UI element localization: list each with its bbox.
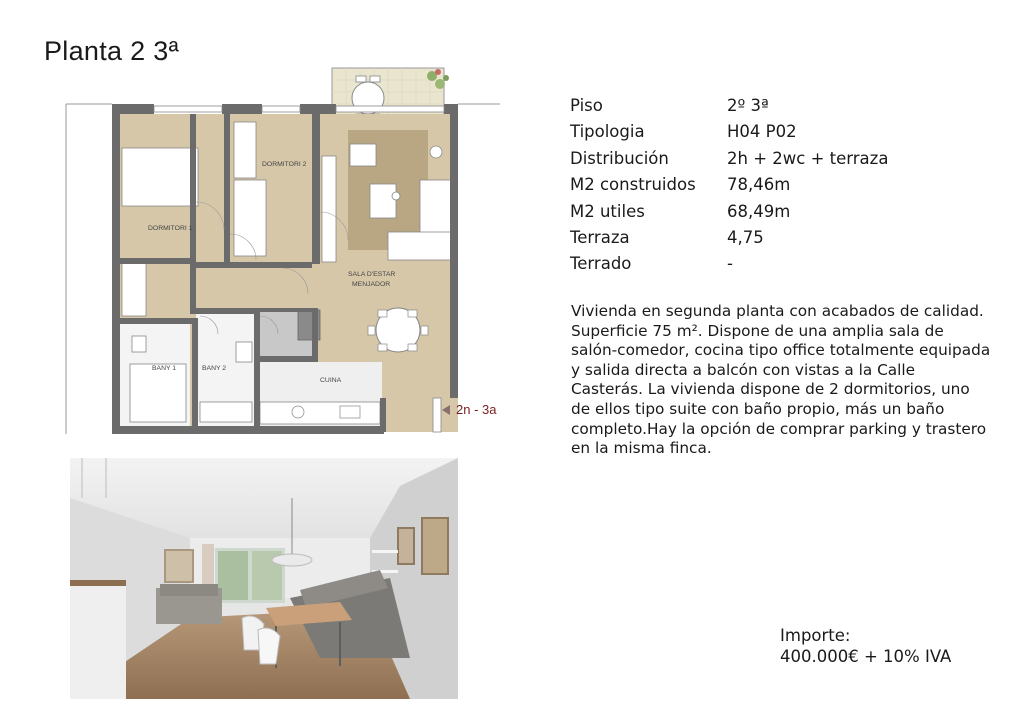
- unit-tag: [442, 402, 496, 417]
- spec-value: 68,49m: [727, 201, 791, 221]
- spec-value: 4,75: [727, 227, 764, 247]
- description-text: Vivienda en segunda planta con acabados de calidad. Superficie 75 m². Dispone de una amplia sala de salón-comedor, cocina tipo office totalmente equipada y salida directa a balcón con vistas a la Calle Casterás. La vivienda dispone de 2 dormitorios, uno de ellos tipo suite con baño propio, más un baño completo.Hay la opción de comprar parking y trastero en la misma finca.: [571, 302, 991, 458]
- spec-label: Distribución: [570, 148, 669, 168]
- room-label-dormitori-1: DORMITORI 1: [148, 225, 193, 232]
- room-label-sala-line2: MENJADOR: [352, 281, 391, 288]
- room-label-cuina: CUINA: [320, 377, 342, 384]
- room-label-dormitori-2: DORMITORI 2: [262, 161, 307, 168]
- spec-label: Piso: [570, 96, 603, 115]
- unit-tag-label: 2n - 3a: [456, 402, 497, 417]
- spec-value: 2h + 2wc + terraza: [727, 148, 889, 168]
- spec-value: 2º 3ª: [727, 96, 769, 115]
- room-label-sala-line1: SALA D'ESTAR: [348, 271, 396, 278]
- spec-value: -: [727, 254, 733, 274]
- spec-label: Terraza: [570, 227, 630, 247]
- spec-value: 78,46m: [727, 175, 791, 195]
- room-label-bany-1: BANY 1: [152, 365, 177, 372]
- spec-label: M2 utiles: [570, 201, 645, 221]
- spec-label: M2 construidos: [570, 175, 696, 195]
- living-room-render-photo: [70, 458, 458, 699]
- spec-value: H04 P02: [727, 122, 797, 142]
- room-label-bany-2: BANY 2: [202, 365, 227, 372]
- price-label: Importe:: [780, 626, 851, 645]
- spec-label: Terrado: [570, 254, 632, 274]
- price-value: 400.000€ + 10% IVA: [780, 647, 952, 666]
- price-block: [780, 625, 951, 667]
- triangle-left-icon: [442, 405, 450, 415]
- spec-label: Tipologia: [570, 122, 645, 142]
- floor-plan: [60, 62, 520, 438]
- page-title: Planta 2 3ª: [44, 36, 179, 66]
